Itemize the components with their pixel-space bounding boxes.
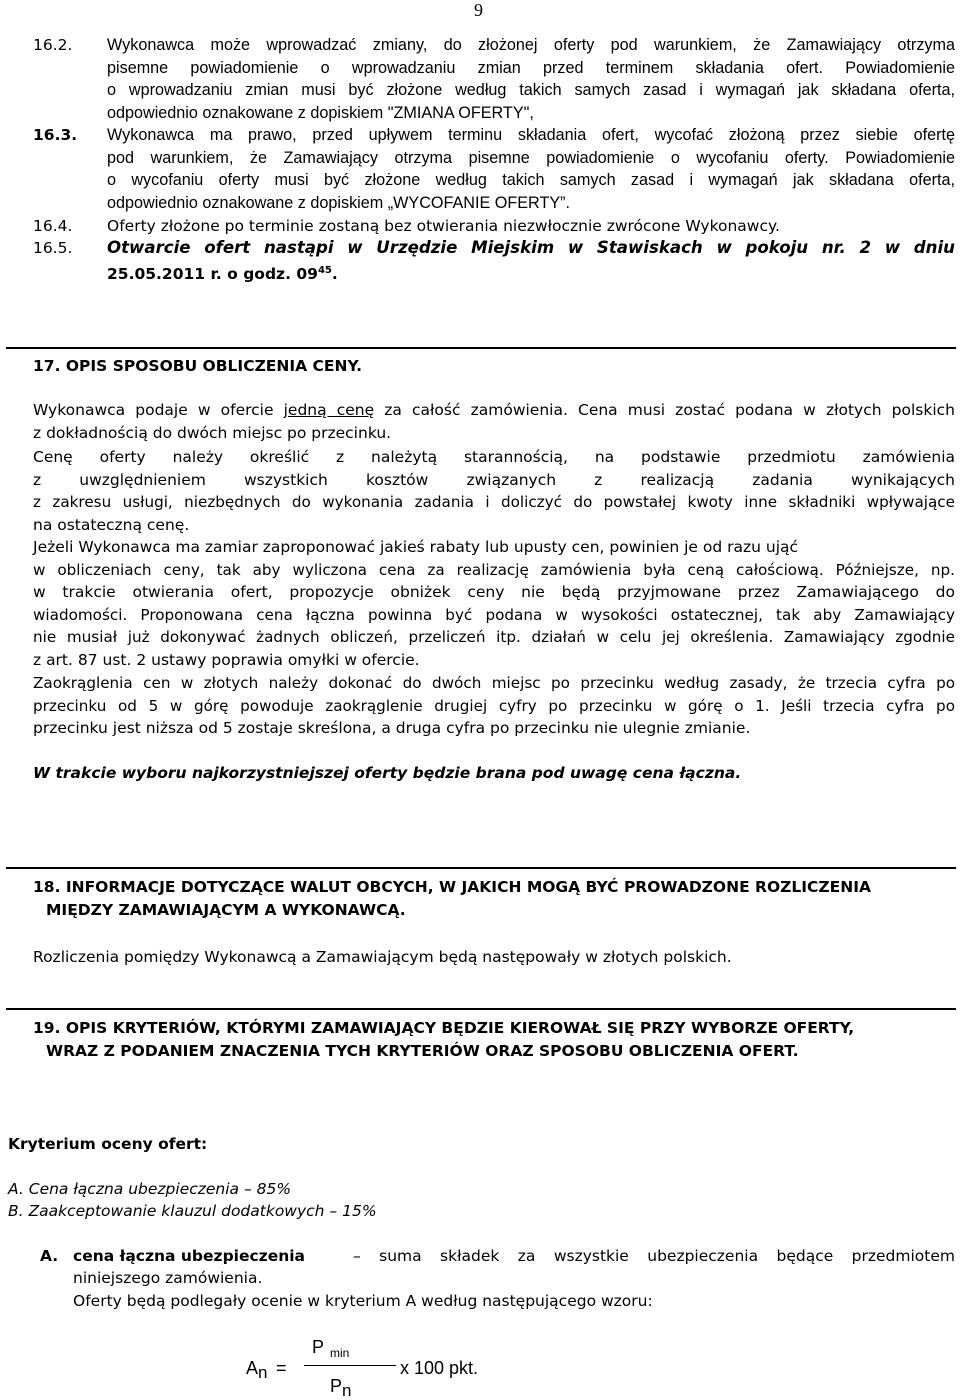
section-19-heading: [33, 1017, 854, 1062]
s17-paragraph-1: [33, 399, 955, 444]
text-line: wiadomości. Proponowana cena łączna powinna być podana w wysokości ostatecznej, tak aby Zamawiający: [33, 605, 955, 624]
text-line: o wycofaniu oferty musi być złożone według takich samych zasad i wymagań jak składana oferta,: [107, 171, 955, 189]
period: .: [331, 264, 338, 283]
formula-rhs: x 100 pkt.: [400, 1358, 479, 1378]
minutes-superscript: 45: [317, 264, 332, 276]
s17-paragraph-3: [33, 536, 955, 671]
item-16-4-text: Oferty złożone po terminie zostaną bez otwierania niezwłocznie zwrócone Wykonawcy.: [107, 217, 780, 235]
text-line: Wykonawca ma prawo, przed upływem terminu składania ofert, wycofać złożoną przez siebie ofertę: [107, 126, 955, 144]
text-line: odpowiednio oznakowane z dopiskiem "ZMIANA OFERTY",: [107, 103, 534, 122]
text-line: pisemne powiadomienie o wprowadzaniu zmian przed terminem składania ofert. Powiadomienie: [107, 58, 955, 77]
text-line: pod warunkiem, że Zamawiający otrzyma pisemne powiadomienie o wycofaniu oferty. Powiadomienie: [107, 148, 955, 167]
section-17-heading: 17. OPIS SPOSOBU OBLICZENIA CENY.: [33, 357, 363, 375]
formula-subscript: n: [258, 1363, 268, 1382]
criterion-a-line3: Oferty będą podlegały ocenie w kryterium A według następującego wzoru:: [73, 1292, 653, 1310]
heading-line: WRAZ Z PODANIEM ZNACZENIA TYCH KRYTERIÓW ORAZ SPOSOBU OBLICZENIA OFERT.: [46, 1041, 799, 1060]
heading-line: 19. OPIS KRYTERIÓW, KTÓRYMI ZAMAWIAJĄCY BĘDZIE KIEROWAŁ SIĘ PRZY WYBORZE OFERTY,: [33, 1019, 855, 1037]
text-line: z zakresu usługi, niezbędnych do wykonania zadania i doliczyć do powstałej kwoty inne składniki wpływające: [33, 493, 955, 511]
formula-equals: =: [276, 1358, 287, 1378]
heading-line: 18. INFORMACJE DOTYCZĄCE WALUT OBCYCH, W JAKICH MOGĄ BYĆ PROWADZONE ROZLICZENIA: [33, 878, 871, 896]
text-line: w trakcie otwierania ofert, propozycje obniżek ceny nie będą przyjmowane przez Zamawiającego do: [33, 583, 955, 601]
criterion-a-label: A.: [40, 1247, 59, 1265]
text-line: z dokładnością do dwóch miejsc po przecinku.: [33, 423, 392, 442]
text-line: przecinku od 5 w górę powoduje zaokrąglenie drugiej cyfry po przecinku w górę o 1. Jeśli trzecia cyfra po: [33, 696, 955, 715]
section-divider: [6, 347, 956, 349]
item-16-2-text: [107, 34, 955, 124]
formula-lhs: [246, 1358, 268, 1382]
criterion-b: B. Zaakceptowanie klauzul dodatkowych – 15%: [8, 1202, 377, 1220]
s17-paragraph-4: [33, 672, 955, 740]
item-16-4-number: 16.4.: [33, 217, 73, 235]
formula-subscript: n: [342, 1381, 352, 1400]
text-line: [107, 260, 955, 286]
text-line: – suma składek za wszystkie ubezpieczenia będące przedmiotem: [353, 1247, 955, 1265]
text-line: [33, 399, 955, 422]
text-line: Zaokrąglenia cen w złotych należy dokonać do dwóch miejsc po przecinku według zasady, że trzecia cyfra po: [33, 674, 955, 692]
section-divider: [6, 1008, 956, 1010]
heading-line: MIĘDZY ZAMAWIAJĄCYM A WYKONAWCĄ.: [46, 900, 406, 919]
page-number: 9: [474, 0, 483, 20]
criterion-a-term: cena łączna ubezpieczenia: [73, 1247, 306, 1265]
item-16-5-number: 16.5.: [33, 239, 73, 257]
criterion-a-definition: [353, 1245, 955, 1268]
text-line: z uwzględnieniem wszystkich kosztów związanych z realizacją zadania wynikających: [33, 470, 955, 489]
item-16-2-number: 16.2.: [33, 36, 73, 54]
text-line: o wprowadzaniu zmian musi być złożone według takich samych zasad i wymagań jak składana oferta,: [107, 81, 955, 99]
fraction-bar: [304, 1365, 396, 1366]
date-time: 25.05.2011 r. o godz. 09: [107, 264, 318, 283]
text-line: Otwarcie ofert nastąpi w Urzędzie Miejskim w Stawiskach w pokoju nr. 2 w dniu: [107, 238, 955, 257]
text-line: Wykonawca może wprowadzać zmiany, do złożonej oferty pod warunkiem, że Zamawiający otrzyma: [107, 36, 955, 54]
s18-text: Rozliczenia pomiędzy Wykonawcą a Zamawiającym będą następowały w złotych polskich.: [33, 948, 732, 966]
formula-subscript: min: [330, 1346, 350, 1360]
formula-symbol: P: [330, 1376, 343, 1396]
underlined-text: jedną cenę: [283, 401, 375, 419]
text-line: w obliczeniach ceny, tak aby wyliczona cena za realizację zamówienia była ceną całościową. Późniejsze, np.: [33, 560, 955, 579]
text-run: za całość zamówienia. Cena musi zostać podana w złotych polskich: [374, 401, 955, 419]
s17-paragraph-2: [33, 446, 955, 536]
formula-denominator: [330, 1376, 352, 1400]
text-line: Cenę oferty należy określić z należytą starannością, na podstawie przedmiotu zamówienia: [33, 448, 955, 466]
section-18-heading: [33, 876, 871, 921]
text-line: z art. 87 ust. 2 ustawy poprawia omyłki w ofercie.: [33, 650, 420, 669]
formula: [0, 1330, 960, 1400]
criterion-a: A. Cena łączna ubezpieczenia – 85%: [8, 1180, 292, 1198]
text-line: przecinku jest niższa od 5 zostaje skreślona, a druga cyfra po przecinku nie ulegnie zmianie.: [33, 719, 751, 737]
criterion-a-line2: niniejszego zamówienia.: [73, 1269, 263, 1287]
item-16-5-text: [107, 237, 955, 285]
formula-numerator: [312, 1337, 349, 1358]
text-run: Wykonawca podaje w ofercie: [33, 401, 284, 419]
formula-symbol: A: [246, 1358, 259, 1378]
text-line: odpowiednio oznakowane z dopiskiem „WYCOFANIE OFERTY”.: [107, 193, 571, 212]
text-line: nie musiał już dokonywać żadnych obliczeń, przeliczeń itp. działań w celu jej określenia. Zamawiający zgodnie: [33, 628, 955, 646]
criteria-heading: Kryterium oceny ofert:: [8, 1135, 208, 1153]
section-divider: [6, 867, 956, 869]
s17-emphasis: W trakcie wyboru najkorzystniejszej oferty będzie brana pod uwagę cena łączna.: [33, 764, 742, 782]
formula-symbol: P: [312, 1337, 325, 1357]
text-line: Jeżeli Wykonawca ma zamiar zaproponować jakieś rabaty lub upusty cen, powinien je od razu ująć: [33, 538, 799, 556]
text-line: na ostateczną cenę.: [33, 515, 190, 534]
item-16-3-text: [107, 124, 955, 214]
item-16-3-number: 16.3.: [33, 126, 78, 144]
